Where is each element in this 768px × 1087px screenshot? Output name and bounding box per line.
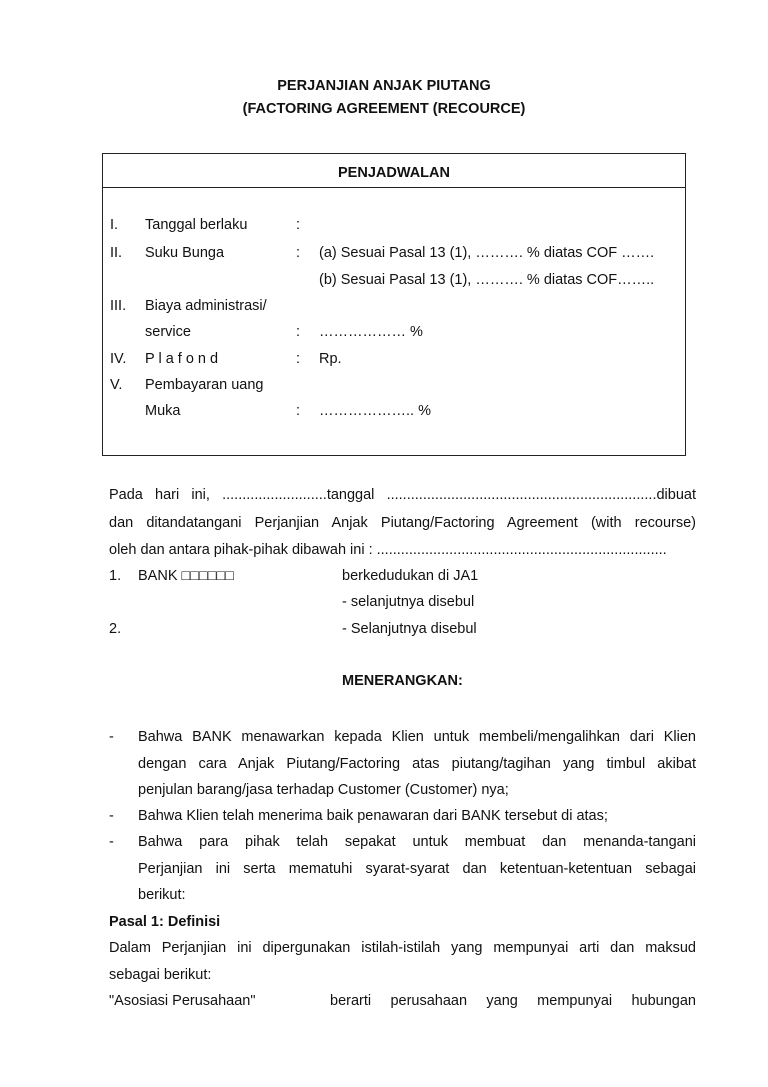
schedule-row-num: II.: [110, 245, 123, 261]
schedule-divider: [102, 187, 686, 188]
interest-rate-b: (b) Sesuai Pasal 13 (1), ………. % diatas COF……..: [319, 272, 655, 288]
intro-line: oleh dan antara pihak-pihak dibawah ini : ........................................................................: [109, 542, 667, 558]
party-description: berkedudukan di JA1: [342, 568, 479, 584]
schedule-row-label: Pembayaran uang: [145, 377, 264, 393]
party-description: - selanjutnya disebul: [342, 594, 475, 610]
recital-line: Bahwa para pihak telah sepakat untuk membuat dan menanda-tangani: [138, 834, 696, 850]
admin-fee-value: ……………… %: [319, 324, 423, 340]
article-line: sebagai berikut:: [109, 967, 212, 983]
schedule-row-colon: :: [296, 403, 301, 419]
interest-rate-a: (a) Sesuai Pasal 13 (1), ………. % diatas COF …….: [319, 245, 655, 261]
schedule-row-label: service: [145, 324, 191, 340]
article-line: Dalam Perjanjian ini dipergunakan istilah-istilah yang mempunyai arti dan maksud: [109, 940, 696, 956]
party-number: 2.: [109, 621, 122, 637]
recital-line: Perjanjian ini serta mematuhi syarat-syarat dan ketentuan-ketentuan sebagai: [138, 861, 696, 877]
party-number: 1.: [109, 568, 122, 584]
party-description: - Selanjutnya disebul: [342, 621, 477, 637]
recital-bullet: -: [109, 834, 114, 850]
schedule-heading: PENJADWALAN: [338, 165, 450, 181]
schedule-row-colon: :: [296, 217, 301, 233]
schedule-row-colon: :: [296, 324, 301, 340]
definition-term: "Asosiasi Perusahaan": [109, 993, 256, 1009]
schedule-row-num: V.: [110, 377, 123, 393]
schedule-row-label: Suku Bunga: [145, 245, 225, 261]
recital-line: Bahwa BANK menawarkan kepada Klien untuk membeli/mengalihkan dari Klien: [138, 729, 696, 745]
recitals-heading: MENERANGKAN:: [342, 673, 463, 689]
intro-line: dan ditandatangani Perjanjian Anjak Piutang/Factoring Agreement (with recourse): [109, 515, 696, 531]
down-payment-value: ……………….. %: [319, 403, 431, 419]
recital-line: Bahwa Klien telah menerima baik penawaran dari BANK tersebut di atas;: [138, 808, 608, 824]
document-title: PERJANJIAN ANJAK PIUTANG: [277, 78, 491, 94]
recital-line: penjulan barang/jasa terhadap Customer (Customer) nya;: [138, 782, 509, 798]
schedule-row-label: Tanggal berlaku: [145, 217, 248, 233]
party-name: BANK □□□□□□: [138, 568, 235, 584]
schedule-row-label: Biaya administrasi/: [145, 298, 267, 314]
intro-line: Pada hari ini, ..........................tanggal ...................................................................dibuat: [109, 487, 696, 503]
recital-line: berikut:: [138, 887, 186, 903]
article-heading: Pasal 1: Definisi: [109, 914, 221, 930]
document-subtitle: (FACTORING AGREEMENT (RECOURCE): [242, 101, 526, 117]
recital-line: dengan cara Anjak Piutang/Factoring atas piutang/tagihan yang timbul akibat: [138, 756, 696, 772]
schedule-row-num: III.: [110, 298, 127, 314]
recital-bullet: -: [109, 808, 114, 824]
definition-text: berarti perusahaan yang mempunyai hubungan: [330, 993, 696, 1009]
plafond-value: Rp.: [319, 351, 342, 367]
schedule-row-colon: :: [296, 351, 301, 367]
schedule-row-colon: :: [296, 245, 301, 261]
schedule-row-num: IV.: [110, 351, 127, 367]
recital-bullet: -: [109, 729, 114, 745]
schedule-row-num: I.: [110, 217, 119, 233]
schedule-row-label: Muka: [145, 403, 181, 419]
schedule-row-label: P l a f o n d: [145, 351, 219, 367]
